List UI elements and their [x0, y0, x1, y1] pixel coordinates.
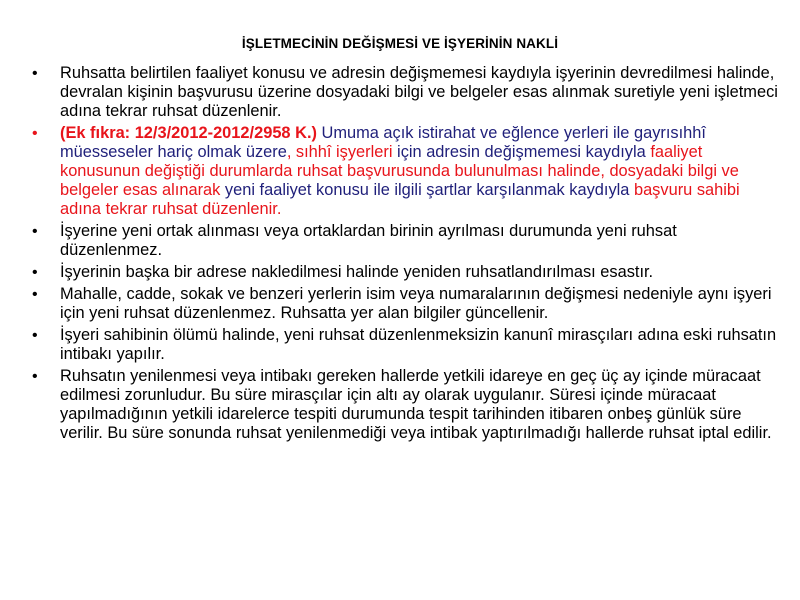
- slide-title: İŞLETMECİNİN DEĞİŞMESİ VE İŞYERİNİN NAKLİ: [241, 36, 559, 51]
- bullet-item: [28, 222, 780, 260]
- bullet-list: [28, 64, 780, 446]
- bullet-text-segment: Umuma açık istirahat ve eğlence yerleri ile gayrısıhhî müesseseler hariç olmak üzere: [60, 124, 706, 161]
- bullet-text-segment: Mahalle, cadde, sokak ve benzeri yerlerin isim veya numaralarının değişmesi nedeniyle aynı işyeri için yeni ruhsat düzenlenmez. Ruhsatta yer alan bilgiler güncellenir.: [60, 285, 772, 322]
- bullet-mark: •: [32, 286, 38, 303]
- bullet-text-segment: faaliyet konusunun değiştiği durumlarda ruhsat başvurusunda bulunulması halinde, dosyadaki bilgi ve belgeler esas alınarak: [60, 143, 739, 199]
- bullet-text-segment: başvuru sahibi adına tekrar ruhsat düzenlenir.: [60, 181, 740, 218]
- bullet-text-segment: Ruhsatın yenilenmesi veya intibakı gereken hallerde yetkili idareye en geç üç ay içinde müracaat edilmesi zorunludur. Bu süre mirasçılar için altı ay olarak uygulanır. Süresi içinde müracaat yapılmadığının yetkili idarelerce tespiti durumunda tespit tarihinden itibaren onbeş günlük süre verilir. Bu süre sonunda ruhsat yenilenmediği veya intibak yaptırılmadığı hallerde ruhsat iptal edilir.: [60, 367, 772, 442]
- bullet-item: [28, 124, 780, 219]
- bullet-mark: •: [32, 223, 38, 240]
- bullet-text-segment: (Ek fıkra: 12/3/2012-2012/2958 K.): [60, 124, 317, 142]
- bullet-item: [28, 263, 780, 282]
- bullet-text-segment: için adresin değişmemesi kaydıyla: [397, 143, 651, 161]
- bullet-text-segment: İşyeri sahibinin ölümü halinde, yeni ruhsat düzenlenmeksizin kanunî mirasçıları adına eski ruhsatın intibakı yapılır.: [60, 326, 777, 363]
- bullet-mark: •: [32, 327, 38, 344]
- bullet-item: [28, 285, 780, 323]
- bullet-text-segment: yeni faaliyet konusu ile ilgili şartlar karşılanmak kaydıyla: [224, 181, 634, 199]
- bullet-text-segment: İşyerine yeni ortak alınması veya ortaklardan birinin ayrılması durumunda yeni ruhsat düzenlenmez.: [60, 222, 677, 259]
- bullet-text-segment: Ruhsatta belirtilen faaliyet konusu ve adresin değişmemesi kaydıyla işyerinin devredilmesi halinde, devralan kişinin başvurusu üzerine dosyadaki bilgi ve belgeler esas alınmak suretiyle yeni işletmeci adına tekrar ruhsat düzenlenir.: [60, 64, 778, 120]
- bullet-mark: •: [32, 264, 38, 281]
- bullet-text-segment: , sıhhî işyerleri: [286, 143, 398, 161]
- bullet-mark: •: [32, 65, 38, 82]
- bullet-text-segment: İşyerinin başka bir adrese nakledilmesi halinde yeniden ruhsatlandırılması esastır.: [60, 263, 654, 281]
- bullet-item: [28, 64, 780, 121]
- bullet-item: [28, 367, 780, 443]
- bullet-mark: •: [32, 368, 38, 385]
- bullet-item: [28, 326, 780, 364]
- bullet-mark: •: [32, 125, 38, 142]
